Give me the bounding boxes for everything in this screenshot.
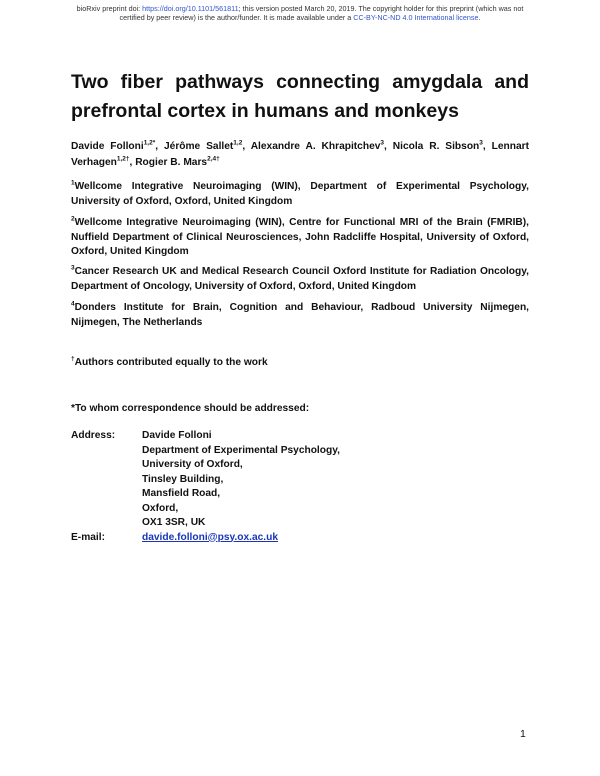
address-line: Davide Folloni <box>142 430 212 441</box>
author: Lennart Verhagen$^{1,2\dagger}$, <box>71 141 529 168</box>
doi-link[interactable]: https://doi.org/10.1101/561811 <box>142 4 239 13</box>
preprint-header <box>0 4 600 22</box>
author: Davide Folloni$^{1,2*}$, <box>71 139 164 152</box>
address-line: OX1 3SR, UK <box>142 517 206 528</box>
author: Nicola R. Sibson$^3$, <box>392 139 492 152</box>
affiliation-3: $^3$Cancer Research UK and Medical Research Council Oxford Institute for Radiation Oncology, Department of Oncology, University of Oxford, Oxford, United Kingdom <box>71 264 529 292</box>
license-link[interactable]: CC-BY-NC-ND 4.0 International license <box>353 13 479 22</box>
email-row <box>71 531 529 546</box>
author: Jérôme Sallet$^{1,2}$, <box>163 139 251 152</box>
author-list <box>71 139 529 171</box>
affiliation-4: $^4$Donders Institute for Brain, Cognition and Behaviour, Radboud University Nijmegen, Nijmegen, The Netherlands <box>71 300 529 328</box>
address-line: Department of Experimental Psychology, <box>142 444 340 456</box>
address-line: University of Oxford, <box>142 459 243 470</box>
affiliation-1: $^1$Wellcome Integrative Neuroimaging (WIN), Department of Experimental Psychology, University of Oxford, Oxford, United Kingdom <box>71 179 529 207</box>
header-line-2: certified by peer review) is the author/funder. It is made available under a CC-BY-NC-ND 4.0 International license. <box>119 13 481 22</box>
affiliation-2: $^2$Wellcome Integrative Neuroimaging (WIN), Centre for Functional MRI of the Brain (FMRIB), Nuffield Department of Clinical Neurosciences, John Radcliffe Hospital, University of Oxford, Oxford, United Kingdom <box>71 215 529 257</box>
address-line: Tinsley Building, <box>142 473 224 485</box>
address-line: Mansfield Road, <box>142 488 221 499</box>
paper-title: Two fiber pathways connecting amygdala and prefrontal cortex in humans and monkeys <box>71 71 529 122</box>
header-line-1: bioRxiv preprint doi: https://doi.org/10.1101/561811; this version posted March 20, 2019. The copyright holder for this preprint (which was not <box>76 4 524 13</box>
email-link[interactable]: davide.folloni@psy.ox.ac.uk <box>142 531 278 543</box>
address-block <box>71 429 529 545</box>
address-label: Address: <box>71 430 116 441</box>
equal-contribution-note: †Authors contributed equally to the work <box>71 355 268 368</box>
address-line: Oxford, <box>142 502 179 514</box>
correspondence-note: *To whom correspondence should be addressed: <box>71 403 310 414</box>
author: Rogier B. Mars$^{2,4\dagger}$ <box>135 155 220 168</box>
email-label: E-mail: <box>71 531 105 543</box>
author: Alexandre A. Khrapitchev$^3$, <box>250 139 393 152</box>
address-lines <box>142 429 340 531</box>
page-number: 1 <box>520 728 526 740</box>
